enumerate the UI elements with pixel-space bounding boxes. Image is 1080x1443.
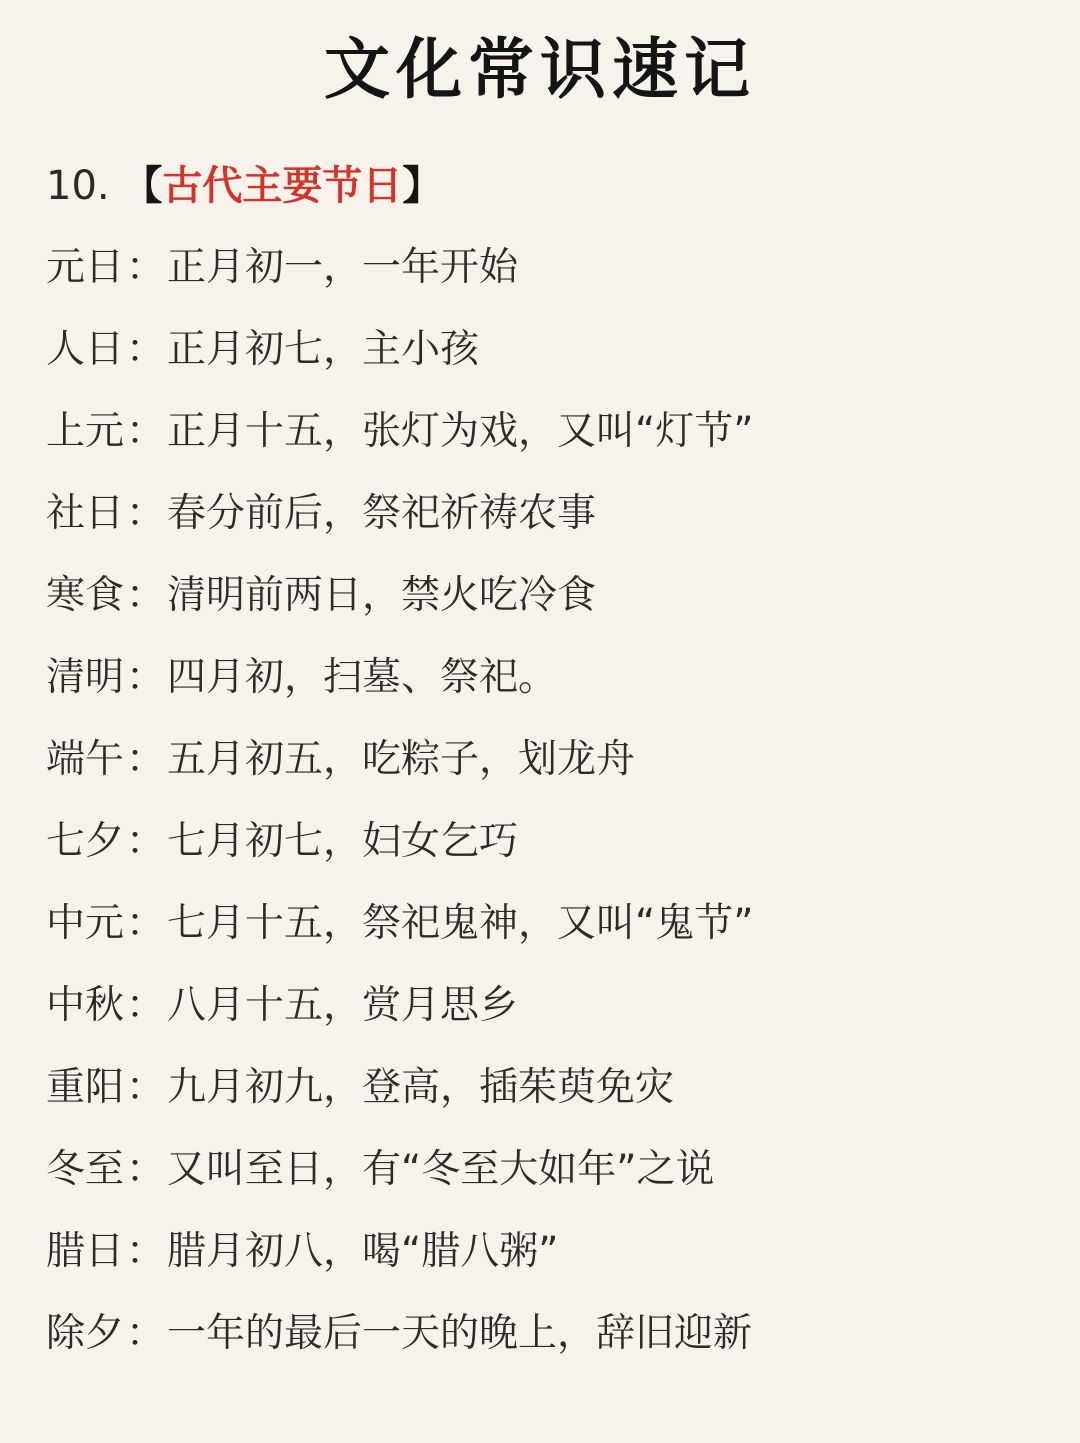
list-item (46, 404, 753, 486)
festival-desc: 正月初一，一年开始 (167, 245, 519, 290)
list-item (46, 732, 753, 814)
section-heading (46, 158, 442, 214)
festival-name: 除夕 (46, 1311, 125, 1356)
list-item (46, 568, 753, 650)
separator: ： (126, 409, 166, 454)
festival-desc: 七月十五，祭祀鬼神，又叫“鬼节” (167, 901, 754, 946)
list-item (46, 896, 753, 978)
festival-name: 元日 (46, 245, 125, 290)
festival-desc: 九月初九，登高，插茱萸免灾 (167, 1065, 675, 1110)
page-title: 文化常识速记 (324, 31, 756, 108)
festival-desc: 正月初七，主小孩 (167, 327, 480, 372)
list-item (46, 486, 753, 568)
festival-desc: 八月十五，赏月思乡 (167, 983, 519, 1028)
separator: ： (126, 327, 166, 372)
separator: ： (126, 1147, 166, 1192)
list-item (46, 1060, 753, 1142)
section-number: 10. (46, 163, 110, 209)
separator: ： (126, 1311, 166, 1356)
festival-desc: 一年的最后一天的晚上，辞旧迎新 (167, 1311, 753, 1356)
festival-name: 寒食 (46, 573, 125, 618)
separator: ： (126, 983, 166, 1028)
festival-name: 端午 (46, 737, 125, 782)
list-item (46, 1224, 753, 1306)
festival-name: 七夕 (46, 819, 125, 864)
festival-name: 社日 (46, 491, 125, 536)
festival-name: 人日 (46, 327, 125, 372)
separator: ： (126, 245, 166, 290)
list-item (46, 650, 753, 732)
separator: ： (126, 491, 166, 536)
festival-name: 重阳 (46, 1065, 125, 1110)
list-item (46, 978, 753, 1060)
list-item (46, 322, 753, 404)
open-bracket: 【 (122, 163, 163, 209)
separator: ： (126, 901, 166, 946)
list-item (46, 814, 753, 896)
separator: ： (126, 737, 166, 782)
festival-name: 清明 (46, 655, 125, 700)
festival-list (46, 240, 753, 1388)
festival-name: 中元 (46, 901, 125, 946)
festival-name: 腊日 (46, 1229, 125, 1274)
festival-desc: 正月十五，张灯为戏，又叫“灯节” (167, 409, 754, 454)
separator: ： (126, 1229, 166, 1274)
festival-desc: 又叫至日，有“冬至大如年”之说 (167, 1147, 715, 1192)
list-item (46, 1142, 753, 1224)
separator: ： (126, 655, 166, 700)
festival-desc: 腊月初八，喝“腊八粥” (167, 1229, 559, 1274)
list-item (46, 1306, 753, 1388)
separator: ： (126, 819, 166, 864)
separator: ： (126, 1065, 166, 1110)
list-item (46, 240, 753, 322)
festival-name: 上元 (46, 409, 125, 454)
section-label: 古代主要节日 (162, 163, 403, 209)
festival-desc: 四月初，扫墓、祭祀。 (167, 655, 558, 700)
festival-name: 中秋 (46, 983, 125, 1028)
separator: ： (126, 573, 166, 618)
festival-desc: 五月初五，吃粽子，划龙舟 (167, 737, 636, 782)
close-bracket: 】 (402, 163, 443, 209)
festival-desc: 春分前后，祭祀祈祷农事 (167, 491, 597, 536)
festival-desc: 清明前两日，禁火吃冷食 (167, 573, 597, 618)
festival-desc: 七月初七，妇女乞巧 (167, 819, 519, 864)
festival-name: 冬至 (46, 1147, 125, 1192)
